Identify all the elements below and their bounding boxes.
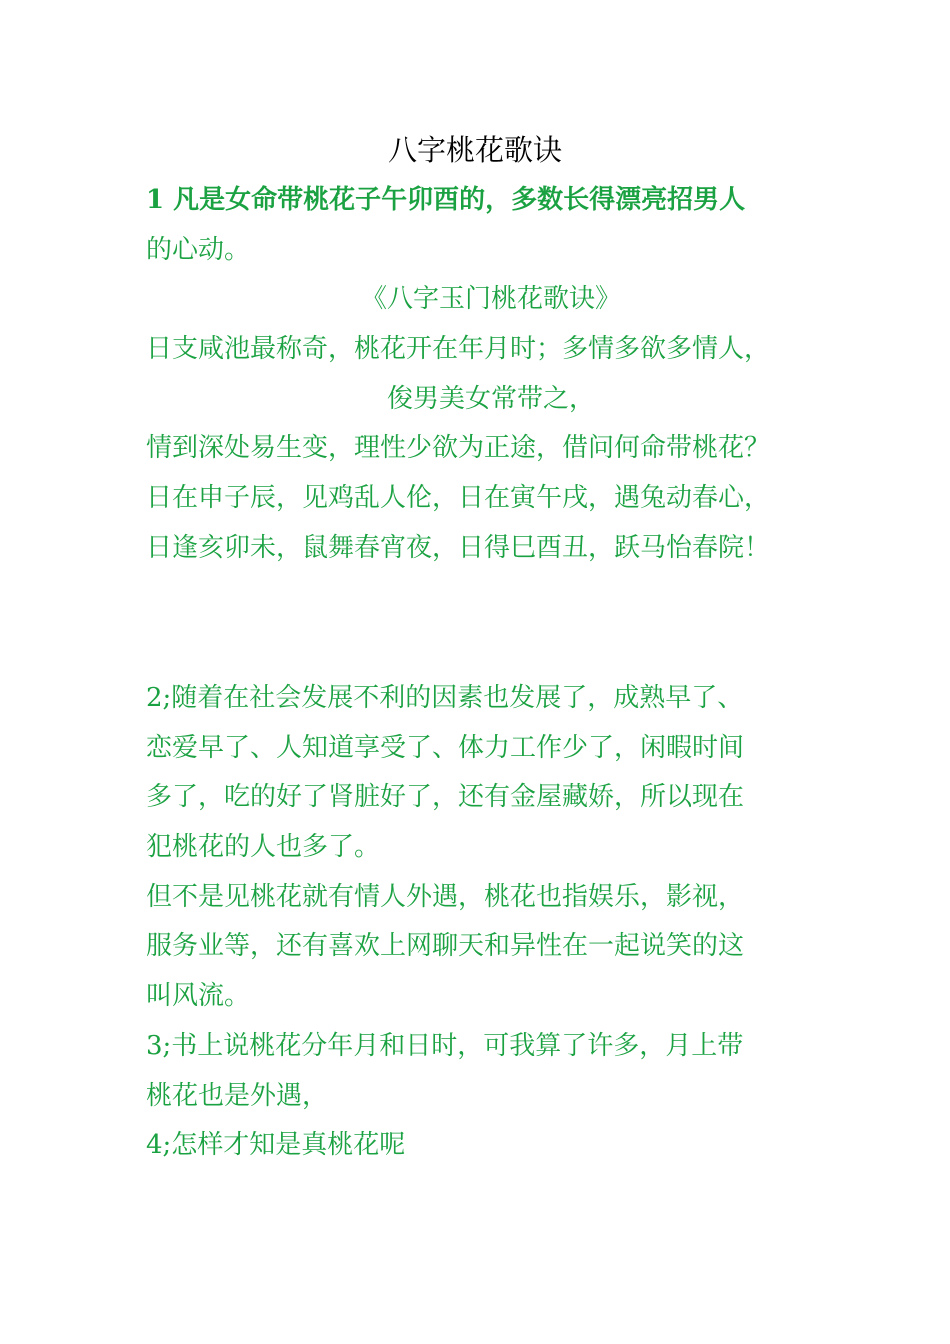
poem-title: 《八字玉门桃花歌诀》: [360, 284, 621, 315]
paragraph-line: 3;书上说桃花分年月和日时，可我算了许多，月上带: [146, 1030, 744, 1061]
paragraph-line: 2;随着在社会发展不利的因素也发展了，成熟早了、: [146, 683, 744, 713]
document-title: 八字桃花歌诀: [387, 133, 562, 167]
paragraph-line: 多了，吃的好了肾脏好了，还有金屋藏娇，所以现在: [146, 782, 745, 813]
poem-line: 日在申子辰，见鸡乱人伦，日在寅午戌，遇兔动春心，: [146, 483, 771, 514]
paragraph-line: 犯桃花的人也多了。: [146, 832, 381, 863]
section-2: [146, 674, 836, 1171]
paragraph-line: 恋爱早了、人知道享受了、体力工作少了，闲暇时间: [146, 732, 745, 763]
poem-line: 日支咸池最称奇，桃花开在年月时；多情多欲多情人，: [146, 334, 771, 365]
paragraph-line: 叫风流。: [146, 981, 251, 1012]
poem-line: 俊男美女常带之，: [386, 383, 595, 414]
paragraph-line: 1 凡是女命带桃花子午卯酉的，多数长得漂亮招男人: [146, 185, 746, 215]
paragraph-line: 的心动。: [146, 234, 251, 265]
paragraph-line: 但不是见桃花就有情人外遇，桃花也指娱乐，影视，: [146, 881, 745, 912]
paragraph-line: 4;怎样才知是真桃花呢: [146, 1130, 406, 1161]
section-1: [146, 176, 836, 574]
paragraph-line: 服务业等，还有喜欢上网聊天和异性在一起说笑的这: [146, 931, 745, 962]
paragraph-line: 桃花也是外遇，: [146, 1080, 329, 1111]
poem-line: 日逢亥卯未，鼠舞春宵夜，日得巳酉丑，跃马怡春院！: [146, 532, 771, 563]
poem-line: 情到深处易生变，理性少欲为正途，借问何命带桃花？: [146, 433, 771, 464]
